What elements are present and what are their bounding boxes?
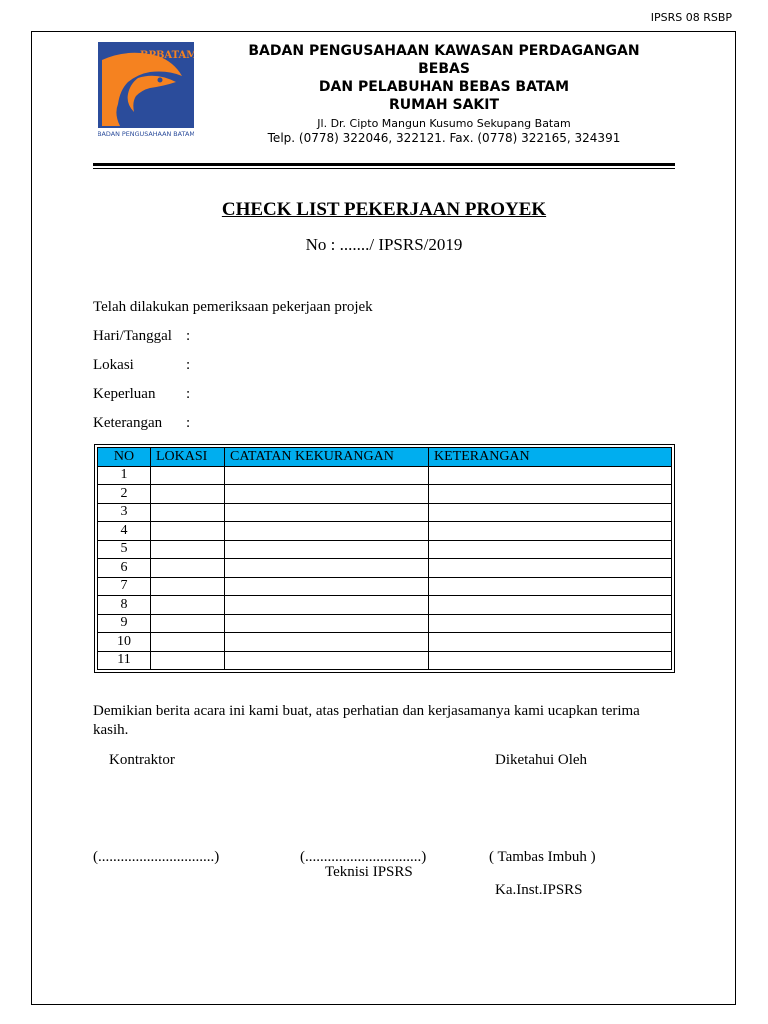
catatan-cell[interactable] [225, 559, 429, 578]
keterangan-cell[interactable] [429, 522, 672, 541]
table-row [98, 503, 672, 522]
lokasi-cell[interactable] [151, 614, 225, 633]
letterhead-line-1: BADAN PENGUSAHAAN KAWASAN PERDAGANGAN [248, 43, 640, 59]
header-no: NO [98, 448, 151, 467]
signature-role-kontraktor: Kontraktor [109, 752, 175, 768]
letterhead-line-3: DAN PELABUHAN BEBAS BATAM [318, 79, 570, 95]
logo-text: BPBATAM [140, 50, 194, 61]
table-row [98, 577, 672, 596]
letterhead [210, 42, 678, 146]
row-number: 7 [98, 577, 151, 596]
table-row [98, 633, 672, 652]
letterhead-address: Jl. Dr. Cipto Mangun Kusumo Sekupang Batam [317, 117, 571, 130]
signature-title-kainst: Ka.Inst.IPSRS [495, 882, 583, 898]
closing-text: Demikian berita acara ini kami buat, atas perhatian dan kerjasamanya kami ucapkan terima kasih. [93, 703, 640, 738]
keterangan-cell[interactable] [429, 633, 672, 652]
letterhead-rule-thick [93, 163, 675, 166]
letterhead-rule-thin [93, 168, 675, 169]
catatan-cell[interactable] [225, 651, 429, 670]
lokasi-cell[interactable] [151, 466, 225, 485]
letterhead-line-2: BEBAS [418, 61, 470, 77]
signature-name-kainst: ( Tambas Imbuh ) [489, 849, 596, 865]
row-number: 2 [98, 485, 151, 504]
catatan-cell[interactable] [225, 466, 429, 485]
header-catatan-kekurangan: CATATAN KEKURANGAN [225, 448, 429, 467]
checklist-table [94, 444, 675, 673]
table-row [98, 540, 672, 559]
table-row [98, 651, 672, 670]
field-keterangan [93, 415, 190, 432]
table-row [98, 559, 672, 578]
intro-text: Telah dilakukan pemeriksaan pekerjaan projek [93, 299, 373, 315]
keterangan-cell[interactable] [429, 466, 672, 485]
field-separator: : [186, 328, 191, 344]
catatan-cell[interactable] [225, 596, 429, 615]
catatan-cell[interactable] [225, 614, 429, 633]
keterangan-cell[interactable] [429, 485, 672, 504]
keterangan-cell[interactable] [429, 614, 672, 633]
row-number: 11 [98, 651, 151, 670]
document-title: CHECK LIST PEKERJAAN PROYEK [221, 199, 547, 220]
lokasi-cell[interactable] [151, 540, 225, 559]
field-separator: : [186, 415, 191, 431]
catatan-cell[interactable] [225, 503, 429, 522]
row-number: 1 [98, 466, 151, 485]
lokasi-cell[interactable] [151, 559, 225, 578]
signature-role-diketahui: Diketahui Oleh [495, 752, 588, 768]
table-row [98, 522, 672, 541]
lokasi-cell[interactable] [151, 503, 225, 522]
row-number: 9 [98, 614, 151, 633]
row-number: 10 [98, 633, 151, 652]
catatan-cell[interactable] [225, 577, 429, 596]
keterangan-cell[interactable] [429, 596, 672, 615]
table-row [98, 596, 672, 615]
field-keperluan [93, 386, 190, 403]
bp-batam-logo [98, 42, 194, 138]
row-number: 5 [98, 540, 151, 559]
field-separator: : [186, 386, 191, 402]
document-code: IPSRS 08 RSBP [650, 11, 732, 24]
field-hari-tanggal [93, 328, 190, 345]
table-row [98, 485, 672, 504]
lokasi-cell[interactable] [151, 522, 225, 541]
document-number: No : ......./ IPSRS/2019 [305, 235, 463, 254]
keterangan-cell[interactable] [429, 577, 672, 596]
lokasi-cell[interactable] [151, 596, 225, 615]
signature-blank-kontraktor: (...............................) [93, 849, 220, 865]
letterhead-phone: Telp. (0778) 322046, 322121. Fax. (0778) 322165, 324391 [267, 131, 621, 145]
keterangan-cell[interactable] [429, 651, 672, 670]
header-lokasi: LOKASI [151, 448, 225, 467]
lokasi-cell[interactable] [151, 633, 225, 652]
field-label: Keterangan [93, 415, 163, 431]
row-number: 6 [98, 559, 151, 578]
field-label: Hari/Tanggal [93, 328, 172, 344]
row-number: 4 [98, 522, 151, 541]
signature-title-teknisi: Teknisi IPSRS [325, 864, 413, 880]
keterangan-cell[interactable] [429, 503, 672, 522]
keterangan-cell[interactable] [429, 559, 672, 578]
field-label: Lokasi [93, 357, 134, 373]
row-number: 3 [98, 503, 151, 522]
field-separator: : [186, 357, 191, 373]
logo-caption: BADAN PENGUSAHAAN BATAM [98, 130, 194, 138]
row-number: 8 [98, 596, 151, 615]
catatan-cell[interactable] [225, 540, 429, 559]
table-header-row [98, 448, 672, 467]
catatan-cell[interactable] [225, 633, 429, 652]
catatan-cell[interactable] [225, 485, 429, 504]
catatan-cell[interactable] [225, 522, 429, 541]
signature-blank-teknisi: (...............................) [300, 849, 427, 865]
lokasi-cell[interactable] [151, 577, 225, 596]
field-label: Keperluan [93, 386, 156, 402]
keterangan-cell[interactable] [429, 540, 672, 559]
letterhead-line-4: RUMAH SAKIT [388, 97, 500, 113]
header-keterangan: KETERANGAN [429, 448, 672, 467]
table-row [98, 466, 672, 485]
lokasi-cell[interactable] [151, 651, 225, 670]
field-lokasi [93, 357, 190, 374]
lokasi-cell[interactable] [151, 485, 225, 504]
table-row [98, 614, 672, 633]
